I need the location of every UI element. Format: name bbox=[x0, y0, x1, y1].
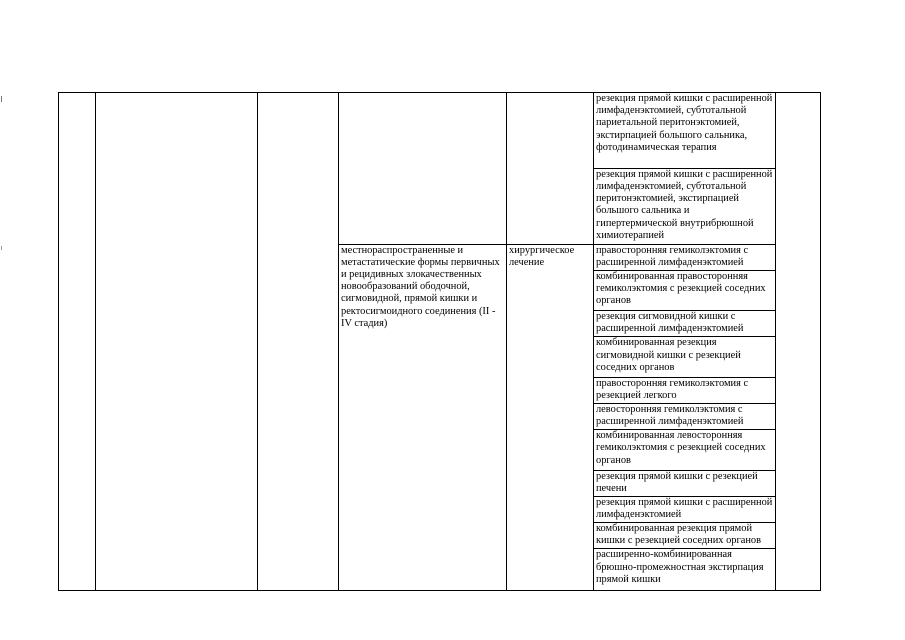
method-cell: резекция прямой кишки с резекцией печени bbox=[594, 470, 776, 496]
method-cell: резекция сигмовидной кишки с расширенной лимфаденэктомией bbox=[594, 311, 776, 337]
norm-column-cell bbox=[776, 93, 821, 591]
method-cell: комбинированная резекция сигмовидной кишки с резекцией соседних органов bbox=[594, 337, 776, 377]
treatment-cell-a bbox=[507, 93, 594, 245]
code-column-cell bbox=[258, 93, 339, 591]
method-cell: комбинированная резекция прямой кишки с резекцией соседних органов bbox=[594, 523, 776, 549]
medical-procedures-table bbox=[58, 92, 821, 591]
method-cell: комбинированная правосторонняя гемиколэктомия с резекцией соседних органов bbox=[594, 270, 776, 310]
method-cell: расширенно-комбинированная брюшно-промежностная экстирпация прямой кишки bbox=[594, 549, 776, 591]
number-column-cell bbox=[59, 93, 96, 591]
treatment-cell: хирургическое лечение bbox=[507, 244, 594, 591]
page-edge-mark bbox=[1, 246, 2, 250]
method-cell: резекция прямой кишки с расширенной лимфаденэктомией bbox=[594, 496, 776, 522]
method-cell: резекция прямой кишки с расширенной лимфаденэктомией, субтотальной перитонэктомией, экстирпацией большого сальника и гипертермической внутрибрюшной химиотерапией bbox=[594, 168, 776, 244]
method-cell: резекция прямой кишки с расширенной лимфаденэктомией, субтотальной париетальной перитонэктомией, экстирпацией большого сальника, фотодинамическая терапия bbox=[594, 93, 776, 169]
method-cell: правосторонняя гемиколэктомия с расширенной лимфаденэктомией bbox=[594, 244, 776, 270]
profile-column-cell bbox=[96, 93, 258, 591]
method-cell: правосторонняя гемиколэктомия с резекцией легкого bbox=[594, 377, 776, 403]
condition-cell: местнораспространенные и метастатические формы первичных и рецидивных злокачественных новообразований ободочной, сигмовидной, прямой кишки и ректосигмоидного соединения (II - IV стадия) bbox=[339, 244, 507, 591]
page-edge-mark bbox=[1, 96, 2, 102]
method-cell: комбинированная левосторонняя гемиколэктомия с резекцией соседних органов bbox=[594, 430, 776, 470]
method-cell: левосторонняя гемиколэктомия с расширенной лимфаденэктомией bbox=[594, 404, 776, 430]
condition-cell-a bbox=[339, 93, 507, 245]
